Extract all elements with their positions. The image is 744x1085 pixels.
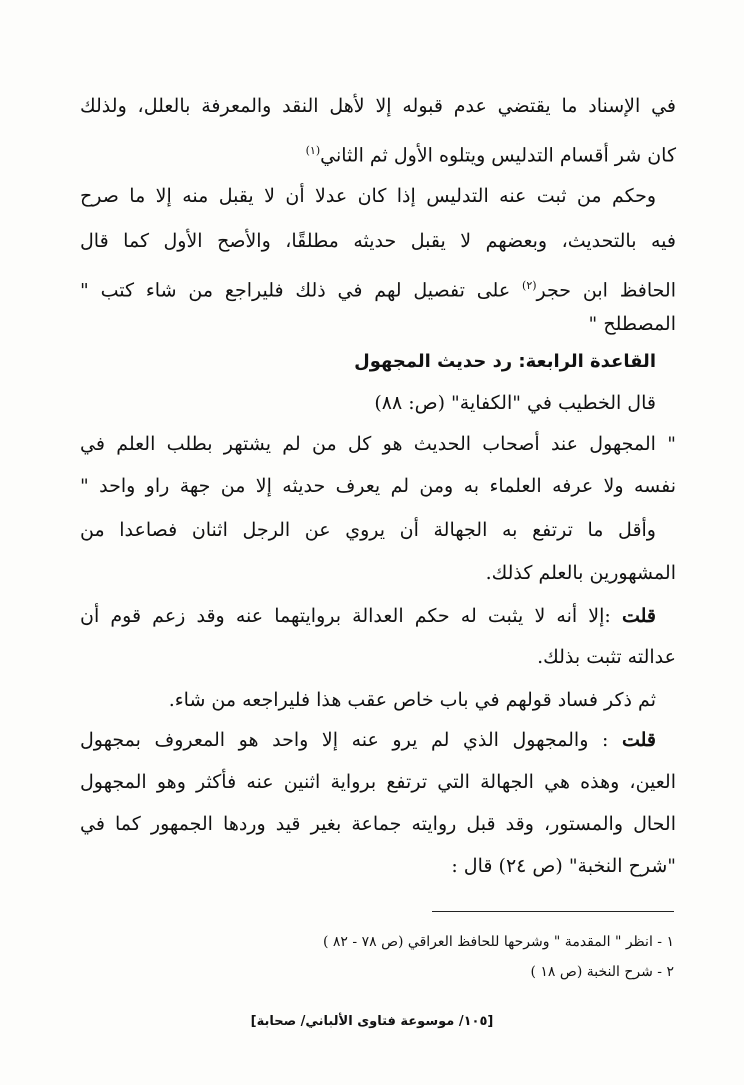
body-line: فيه بالتحديث، وبعضهم لا يقبل حديثه مطلقًا، والأصح الأول كما قال xyxy=(80,230,676,252)
body-line: وحكم من ثبت عنه التدليس إذا كان عدلا أن لا يقبل منه إلا ما صرح xyxy=(80,185,656,207)
qultu-label: قلت xyxy=(621,605,656,627)
footnote-separator xyxy=(432,911,674,912)
body-line: ثم ذكر فساد قولهم في باب خاص عقب هذا فليراجعه من شاء. xyxy=(168,689,656,711)
body-line: كان شر أقسام التدليس ويتلوه الأول ثم الثاني$^{(١)}$ xyxy=(305,144,676,167)
footnote-marker: (٢) xyxy=(522,279,537,292)
body-line: قال الخطيب في "الكفاية" (ص: ٨٨) xyxy=(374,392,656,414)
body-line: وأقل ما ترتفع به الجهالة أن يروي عن الرجل اثنان فصاعدا من xyxy=(80,519,656,541)
body-line: "شرح النخبة" (ص ٢٤) قال : xyxy=(451,855,676,877)
body-line: الحال والمستور، وقد قبل روايته جماعة بغير قيد وردها الجمهور كما في xyxy=(80,813,676,835)
body-line: المشهورين بالعلم كذلك. xyxy=(485,562,676,584)
body-line: عدالته تثبت بذلك. xyxy=(537,646,676,668)
body-line: في الإسناد ما يقتضي عدم قبوله إلا لأهل النقد والمعرفة بالعلل، ولذلك xyxy=(80,95,676,117)
body-line: قلت :إلا أنه لا يثبت له حكم العدالة بروايتهما عنه وقد زعم قوم أن xyxy=(80,605,656,627)
qultu-label: قلت xyxy=(621,729,656,751)
body-line: قلت : والمجهول الذي لم يرو عنه إلا واحد هو المعروف بمجهول xyxy=(80,729,656,751)
page-footer: [١٠٥/ موسوعة فتاوى الألباني/ صحابة] xyxy=(250,1014,494,1029)
footnote: ١ - انظر " المقدمة " وشرحها للحافظ العراقي (ص ٧٨ - ٨٢ ) xyxy=(322,934,674,950)
footnote-marker: (١) xyxy=(305,144,321,157)
body-line: " المجهول عند أصحاب الحديث هو كل من لم يشتهر بطلب العلم في xyxy=(80,433,676,455)
body-line: المصطلح " xyxy=(588,313,676,335)
section-heading: القاعدة الرابعة: رد حديث المجهول xyxy=(354,351,656,372)
body-line: العين، وهذه هي الجهالة التي ترتفع برواية اثنين عنه فأكثر وهو المجهول xyxy=(80,771,676,793)
body-line: نفسه ولا عرفه العلماء به ومن لم يعرف حديثه إلا من جهة راو واحد " xyxy=(80,475,676,497)
body-line: الحافظ ابن حجر$^{(٢)}$ على تفصيل لهم في ذلك فليراجع من شاء كتب " xyxy=(80,279,676,302)
footnote: ٢ - شرح النخبة (ص ١٨ ) xyxy=(530,964,674,980)
